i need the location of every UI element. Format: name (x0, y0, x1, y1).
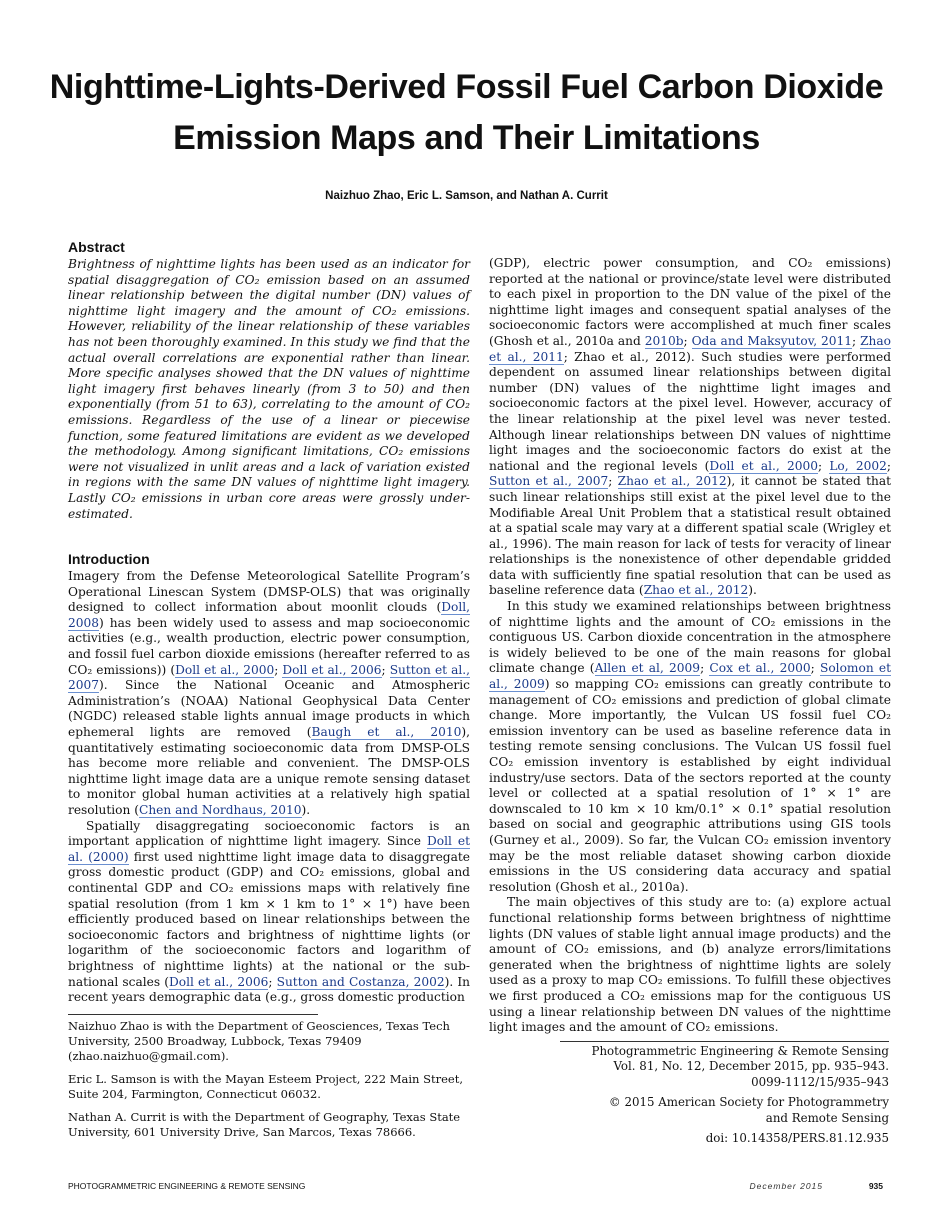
citation-link[interactable]: Doll et al. (2000) (68, 834, 471, 864)
citation-link[interactable]: Chen and Nordhaus, 2010 (139, 803, 302, 817)
citation-link[interactable]: Zhao et al., 2012 (643, 583, 749, 598)
footnote-rule (68, 1014, 318, 1015)
intro-paragraph-2: Spatially disaggregating socioeconomic factors is an important application of nighttime light imagery. Since Doll et al. (2000) first used nighttime light image data to disaggregate gross domestic product (GDP) and CO₂ emissions, global and continental GDP and CO₂ emissions maps with relatively fine spatial resolution (from 1 km × 1 km to 1° × 1°) have been efficiently produced based on linear relationships between the socioeconomic factors and brightness of nighttime lights (or logarithm of the socioeconomic factors and logarithm of brightness of nighttime lights) at the national or the sub-national scales (Doll et al., 2006; Sutton and Costanza, 2002). In recent years demographic data (e.g., gross domestic production (68, 818, 471, 1005)
affiliation-samson: Eric L. Samson is with the Mayan Esteem Project, 222 Main Street, Suite 204, Farmington, Connecticut 06032. (68, 1072, 463, 1101)
citation-link[interactable]: Allen et al, 2009 (594, 661, 701, 676)
intro-paragraph-1: Imagery from the Defense Meteorological Satellite Program’s Operational Linescan System (DMSP-OLS) that was originally designed to collect information about moonlit clouds (Doll, 2008) has been widely used to assess and map socioeconomic activities (e.g., wealth production, electric power consumption, and fossil fuel carbon dioxide emissions (hereafter referred to as CO₂ emissions)) (Doll et al., 2000; Doll et al., 2006; Sutton et al., 2007). Since the National Oceanic and Atmospheric Administration’s (NOAA) National Geophysical Data Center (NGDC) released stable lights annual image products in which ephemeral lights are removed (Baugh et al., 2010), quantitatively estimating socioeconomic data from DMSP-OLS has become more reliable and convenient. The DMSP-OLS nighttime light image data are a unique remote sensing dataset to monitor global human activities at a relatively high spatial resolution (Chen and Nordhaus, 2010). (68, 569, 471, 817)
citation-link[interactable]: Doll et al., 2000 (709, 458, 819, 473)
page-number: 935 (868, 1181, 883, 1191)
author-affiliations (68, 1019, 470, 1148)
intro-paragraph-5: The main objectives of this study are to: (a) explore actual functional relationship forms between brightness of nighttime lights (DN values of stable light annual image products) and the amount of CO₂ emissions, and (b) analyze errors/limitations generated when the brightness of nighttime lights are solely used as a proxy to map CO₂ emissions. To fulfill these objectives we first produced a CO₂ emissions map for the contiguous US using a linear relationship between DN values of the nighttime light images and the amount of CO₂ emissions. (489, 895, 891, 1035)
right-column (489, 256, 891, 1036)
introduction-heading: Introduction (68, 551, 150, 568)
citation-link[interactable]: Sutton et al., 2007 (68, 662, 471, 693)
abstract-heading: Abstract (68, 239, 125, 255)
copyright-line-2: and Remote Sensing (765, 1110, 889, 1125)
left-column (68, 238, 470, 1006)
citation-link[interactable]: Sutton et al., 2007 (489, 474, 609, 489)
volume-info: Vol. 81, No. 12, December 2015, pp. 935–943. (613, 1059, 889, 1074)
citation-link[interactable]: Sutton and Costanza, 2002 (276, 974, 445, 989)
article-code: 0099-1112/15/935–943 (751, 1074, 889, 1089)
abstract-text: Brightness of nighttime lights has been used as an indicator for spatial disaggregation of CO₂ emission based on an assumed linear relationship between the digital number (DN) values of nighttime light imagery and the amount of CO₂ emissions. However, reliability of the linear relationship of these variables has not been thoroughly examined. In this study we find that the actual overall correlations are exponential rather than linear. More specific analyses showed that the DN values of nighttime light imagery first behaves linearly (from 3 to 50) and then exponentially (from 51 to 63), correlating to the amount of CO₂ emissions. Regardless of the use of a linear or piecewise function, some featured limitations are evident as we developed the methodology. Among significant limitations, CO₂ emissions were not visualized in unlit areas and a lack of variation existed in regions with the same DN values of nighttime light imagery. Lastly CO₂ emissions in urban core areas were grossly under-estimated. (68, 257, 470, 521)
citation-link[interactable]: Oda and Maksyutov, 2011 (691, 333, 853, 348)
citation-link[interactable]: Doll et al., 2006 (169, 974, 269, 989)
author-list: Naizhuo Zhao, Eric L. Samson, and Nathan A. Currit (325, 190, 608, 202)
citation-link[interactable]: Cox et al., 2000 (709, 661, 811, 676)
citation-link[interactable]: Baugh et al., 2010 (311, 725, 462, 740)
paper-title: Nighttime-Lights-Derived Fossil Fuel Carbon Dioxide Emission Maps and Their Limitations (49, 68, 884, 157)
journal-name: Photogrammetric Engineering & Remote Sensing (591, 1044, 889, 1058)
citation-link[interactable]: Zhao et al., 2012 (617, 474, 727, 489)
doi[interactable]: doi: 10.14358/PERS.81.12.935 (705, 1131, 889, 1146)
citation-link[interactable]: Doll et al., 2006 (282, 662, 382, 677)
citation-link[interactable]: Solomon et al., 2009 (489, 661, 891, 692)
intro-paragraph-4: In this study we examined relationships between brightness of nighttime lights and the amount of CO₂ emissions in the contiguous US. Carbon dioxide concentration in the atmosphere is widely believed to be one of the main reasons for global climate change (Allen et al, 2009; Cox et al., 2000; Solomon et al., 2009) so mapping CO₂ emissions can greatly contribute to management of CO₂ emissions and prediction of global climate change. More importantly, the Vulcan US fossil fuel CO₂ emission inventory can be used as baseline reference data in testing remote sensing conclusions. The Vulcan US fossil fuel CO₂ emission inventory is established by eight individual industry/use sectors. Data of the sectors reported at the county level or collected at a spatial resolution of 1° × 1° are downscaled to 10 km × 10 km/0.1° × 0.1° spatial resolution based on social and geographic attributions using GIS tools (Gurney et al., 2009). So far, the Vulcan CO₂ emission inventory may be the most reliable dataset showing carbon dioxide emissions in the US considering data accuracy and spatial resolution (Ghosh et al., 2010a). (489, 599, 891, 894)
intro-paragraph-3: (GDP), electric power consumption, and CO₂ emissions) reported at the national or province/state level were distributed to each pixel in proportion to the DN value of the pixel of the nighttime light images and consequent spatial analyses of the socioeconomic factors were accomplished at much finer scales (Ghosh et al., 2010a and 2010b; Oda and Maksyutov, 2011; Zhao et al., 2011; Zhao et al., 2012). Such studies were performed dependent on assumed linear relationships between digital number (DN) values of the nighttime light images and socioeconomic factors at the pixel level. However, accuracy of the linear relationship at the pixel level was never tested. Although linear relationships between DN values of nighttime light images and the socioeconomic factors do exist at the national and the regional levels (Doll et al., 2000; Lo, 2002; Sutton et al., 2007; Zhao et al., 2012), it cannot be stated that such linear relationships still exist at the pixel level due to the Modifiable Areal Unit Problem that a statistical result obtained at a spatial scale may vary at a different spatial scale (Wrigley et al., 1996). The main reason for lack of tests for veracity of linear relationships is the nonexistence of other dependable gridded data with sufficiently fine spatial resolution that can be used as baseline reference data (Zhao et al., 2012). (489, 256, 892, 598)
citation-link[interactable]: Doll et al., 2000 (175, 662, 275, 677)
citation-link[interactable]: Zhao et al., 2011 (489, 333, 891, 364)
citation-link[interactable]: Doll, 2008 (68, 600, 470, 630)
footer-journal: PHOTOGRAMMETRIC ENGINEERING & REMOTE SENSING (68, 1181, 306, 1191)
footer-date: December 2015 (749, 1181, 823, 1191)
affiliation-currit: Nathan A. Currit is with the Department of Geography, Texas State University, 601 University Drive, San Marcos, Texas 78666. (68, 1110, 461, 1139)
citation-link[interactable]: Lo, 2002 (829, 458, 887, 473)
journal-citation-box (560, 1041, 889, 1146)
copyright-line: © 2015 American Society for Photogrammetry (608, 1095, 889, 1110)
citation-link[interactable]: 2010b (644, 333, 684, 348)
affiliation-zhao: Naizhuo Zhao is with the Department of Geosciences, Texas Tech University, 2500 Broadway, Lubbock, Texas 79409 (zhao.naizhuo@gmail.com). (68, 1019, 450, 1063)
